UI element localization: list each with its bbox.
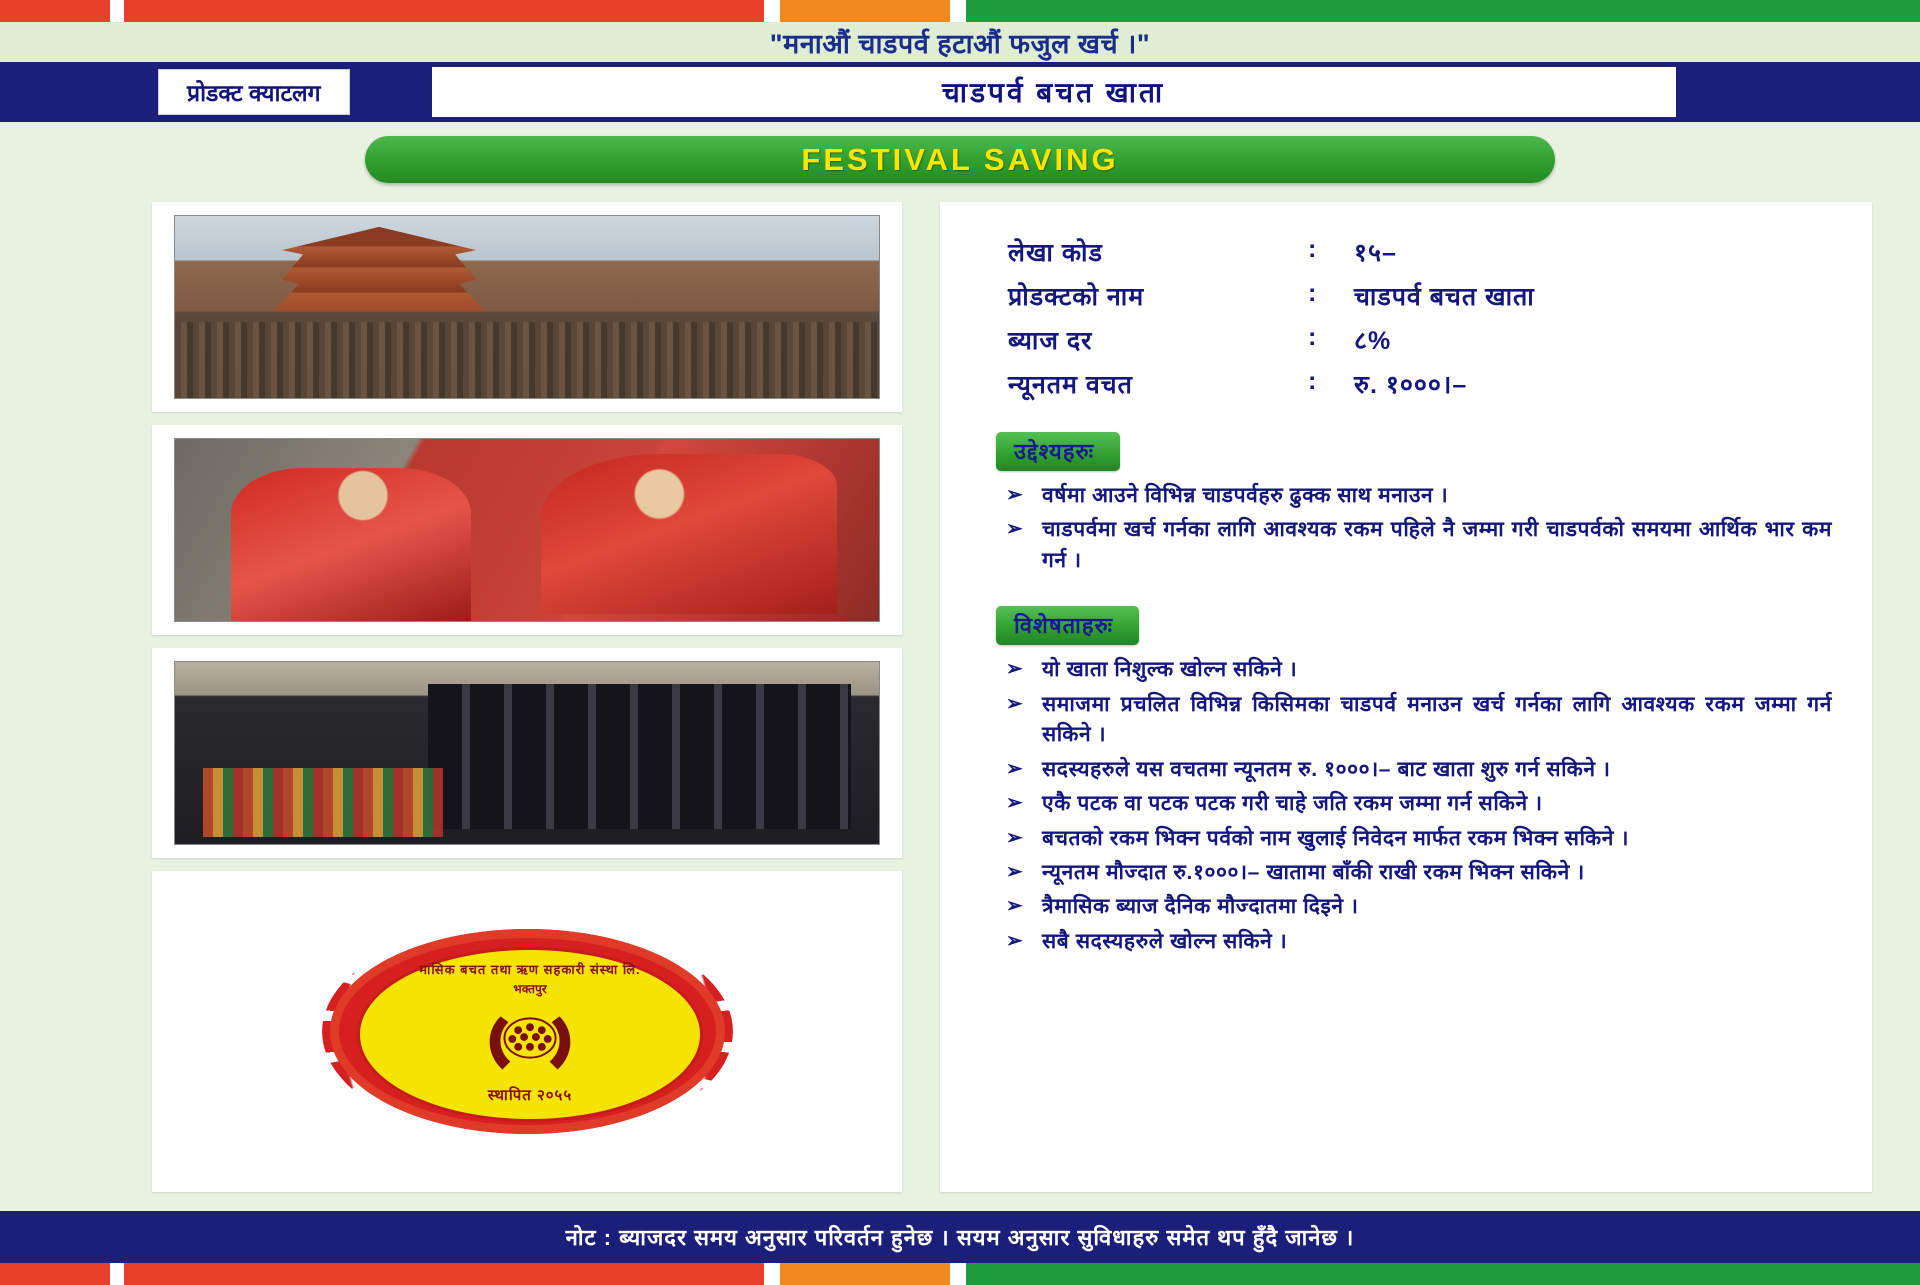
bottom-stripe-segment-white: [110, 1263, 124, 1285]
spec-value-minimum-saving: रु. १०००।–: [1354, 371, 1468, 399]
stripe-segment-green: [966, 0, 1920, 22]
list-item: [980, 858, 1832, 888]
spec-value-account-code: १५–: [1354, 239, 1397, 267]
bullet-arrow-icon: ➢: [1006, 895, 1023, 918]
spec-colon-2: :: [1308, 323, 1317, 351]
temple-square-festival-crowd-photo: [174, 215, 880, 399]
spec-label-product-name: प्रोडक्टको नाम: [1008, 283, 1145, 311]
objectives-list: [980, 481, 1832, 576]
footer-note-text: नोट : ब्याजदर समय अनुसार परिवर्तन हुनेछ । सयम अनुसार सुविधाहरु समेत थप हुँदै जानेछ ।: [565, 1225, 1355, 1250]
details-panel: [940, 202, 1872, 1192]
tika-ceremony-women-photo: [174, 438, 880, 622]
list-item: [980, 824, 1832, 854]
bottom-decorative-stripe: [0, 1263, 1920, 1285]
spec-value-interest-rate: ८%: [1354, 327, 1392, 355]
footer-note-bar: [0, 1211, 1920, 1263]
hands-holding-coins-icon: [471, 998, 589, 1078]
top-decorative-stripe: [0, 0, 1920, 22]
list-item: [980, 515, 1832, 576]
feature-text-5: बचतको रकम भिक्न पर्वको नाम खुलाई निवेदन मार्फत रकम भिक्न सकिने ।: [1042, 826, 1630, 850]
list-item: [980, 927, 1832, 957]
bullet-arrow-icon: ➢: [1006, 757, 1023, 780]
objectives-heading: उद्देश्यहरुः: [996, 432, 1120, 471]
banner-wrap: [0, 136, 1920, 183]
stripe-segment-orange: [780, 0, 950, 22]
list-item: [980, 755, 1832, 785]
bullet-arrow-icon: ➢: [1006, 518, 1023, 541]
bullet-arrow-icon: ➢: [1006, 484, 1023, 506]
feature-text-2: समाजमा प्रचलित विभिन्न किसिमका चाडपर्व मनाउन खर्च गर्नका लागि आवश्यक रकम जम्मा गर्न सकिने ।: [1042, 692, 1832, 747]
list-item: [980, 655, 1832, 685]
stripe-segment-red-2: [124, 0, 764, 22]
table-row: [1008, 274, 1535, 318]
bottom-stripe-segment-orange: [780, 1263, 950, 1285]
list-item: [980, 690, 1832, 751]
photo-column: [152, 202, 902, 1192]
bottom-stripe-segment-green: [966, 1263, 1920, 1285]
tagline-band: [0, 22, 1920, 62]
photo-card-2: [152, 425, 902, 635]
table-row: [1008, 318, 1535, 362]
spec-label-interest-rate: ब्याज दर: [1008, 327, 1093, 355]
list-item: [980, 892, 1832, 922]
stripe-segment-red: [0, 0, 110, 22]
community-gathering-feast-photo: [174, 661, 880, 845]
page-title: चाडपर्व बचत खाता: [432, 67, 1676, 117]
stripe-segment-white-2: [764, 0, 780, 22]
table-row: [1008, 362, 1535, 406]
bottom-stripe-segment-red: [0, 1263, 110, 1285]
logo-mid-text: भक्तपुर: [513, 982, 547, 997]
bottom-stripe-segment-red-2: [124, 1263, 764, 1285]
feature-text-4: एकै पटक वा पटक पटक गरी चाहे जति रकम जम्मा गर्न सकिने ।: [1042, 792, 1543, 816]
objective-text-1: वर्षमा आउने विभिन्न चाडपर्वहरु ढुक्क साथ मनाउन ।: [1042, 484, 1449, 507]
product-spec-table: [1008, 230, 1535, 406]
spec-value-product-name: चाडपर्व बचत खाता: [1354, 283, 1535, 311]
bullet-arrow-icon: ➢: [1006, 860, 1023, 883]
main-content: [152, 202, 1872, 1192]
bullet-arrow-icon: ➢: [1006, 929, 1023, 952]
list-item: [980, 789, 1832, 819]
bullet-arrow-icon: ➢: [1006, 826, 1023, 849]
feature-text-6: न्यूनतम मौज्दात रु.१०००।– खातामा बाँकी राखी रकम भिक्न सकिने ।: [1042, 860, 1585, 884]
spec-label-account-code: लेखा कोड: [1008, 239, 1103, 267]
feature-text-7: त्रैमासिक ब्याज दैनिक मौज्दातमा दिइने ।: [1042, 895, 1359, 919]
catalog-label: प्रोडक्ट क्याटलग: [158, 69, 350, 115]
title-bar: [0, 62, 1920, 122]
cooperative-logo: [330, 929, 725, 1134]
bottom-stripe-segment-white-2: [764, 1263, 780, 1285]
tagline-text: "मनाऔं चाडपर्व हटाऔं फजुल खर्च ।": [769, 28, 1151, 59]
spec-colon-0: :: [1308, 235, 1317, 263]
spec-label-minimum-saving: न्यूनतम वचत: [1008, 371, 1133, 399]
features-list: [980, 655, 1832, 957]
festival-saving-banner: [365, 136, 1555, 183]
banner-title: FESTIVAL SAVING: [801, 141, 1119, 177]
table-row: [1008, 230, 1535, 274]
photo-card-3: [152, 648, 902, 858]
logo-bottom-text: स्थापित २०५५: [487, 1086, 573, 1104]
feature-text-8: सबै सदस्यहरुले खोल्न सकिने ।: [1042, 929, 1288, 953]
stripe-segment-white-3: [950, 0, 966, 22]
bullet-arrow-icon: ➢: [1006, 658, 1023, 681]
logo-inner-disc: [357, 947, 703, 1121]
spec-colon-3: :: [1308, 367, 1317, 395]
stripe-segment-white: [110, 0, 124, 22]
logo-top-text: मासिक बचत तथा ऋण सहकारी संस्था लि.: [419, 962, 641, 978]
bullet-arrow-icon: ➢: [1006, 792, 1023, 815]
logo-card: [152, 871, 902, 1192]
bullet-arrow-icon: ➢: [1006, 692, 1023, 715]
objective-text-2: चाडपर्वमा खर्च गर्नका लागि आवश्यक रकम पहिले नै जम्मा गरी चाडपर्वको समयमा आर्थिक भार कम गर्न ।: [1042, 518, 1832, 572]
bottom-stripe-segment-white-3: [950, 1263, 966, 1285]
photo-card-1: [152, 202, 902, 412]
spec-colon-1: :: [1308, 279, 1317, 307]
feature-text-1: यो खाता निशुल्क खोल्न सकिने ।: [1042, 658, 1298, 682]
features-heading: विशेषताहरुः: [996, 606, 1139, 645]
feature-text-3: सदस्यहरुले यस वचतमा न्यूनतम रु. १०००।– बाट खाता शुरु गर्न सकिने ।: [1042, 757, 1611, 781]
list-item: [980, 481, 1832, 511]
